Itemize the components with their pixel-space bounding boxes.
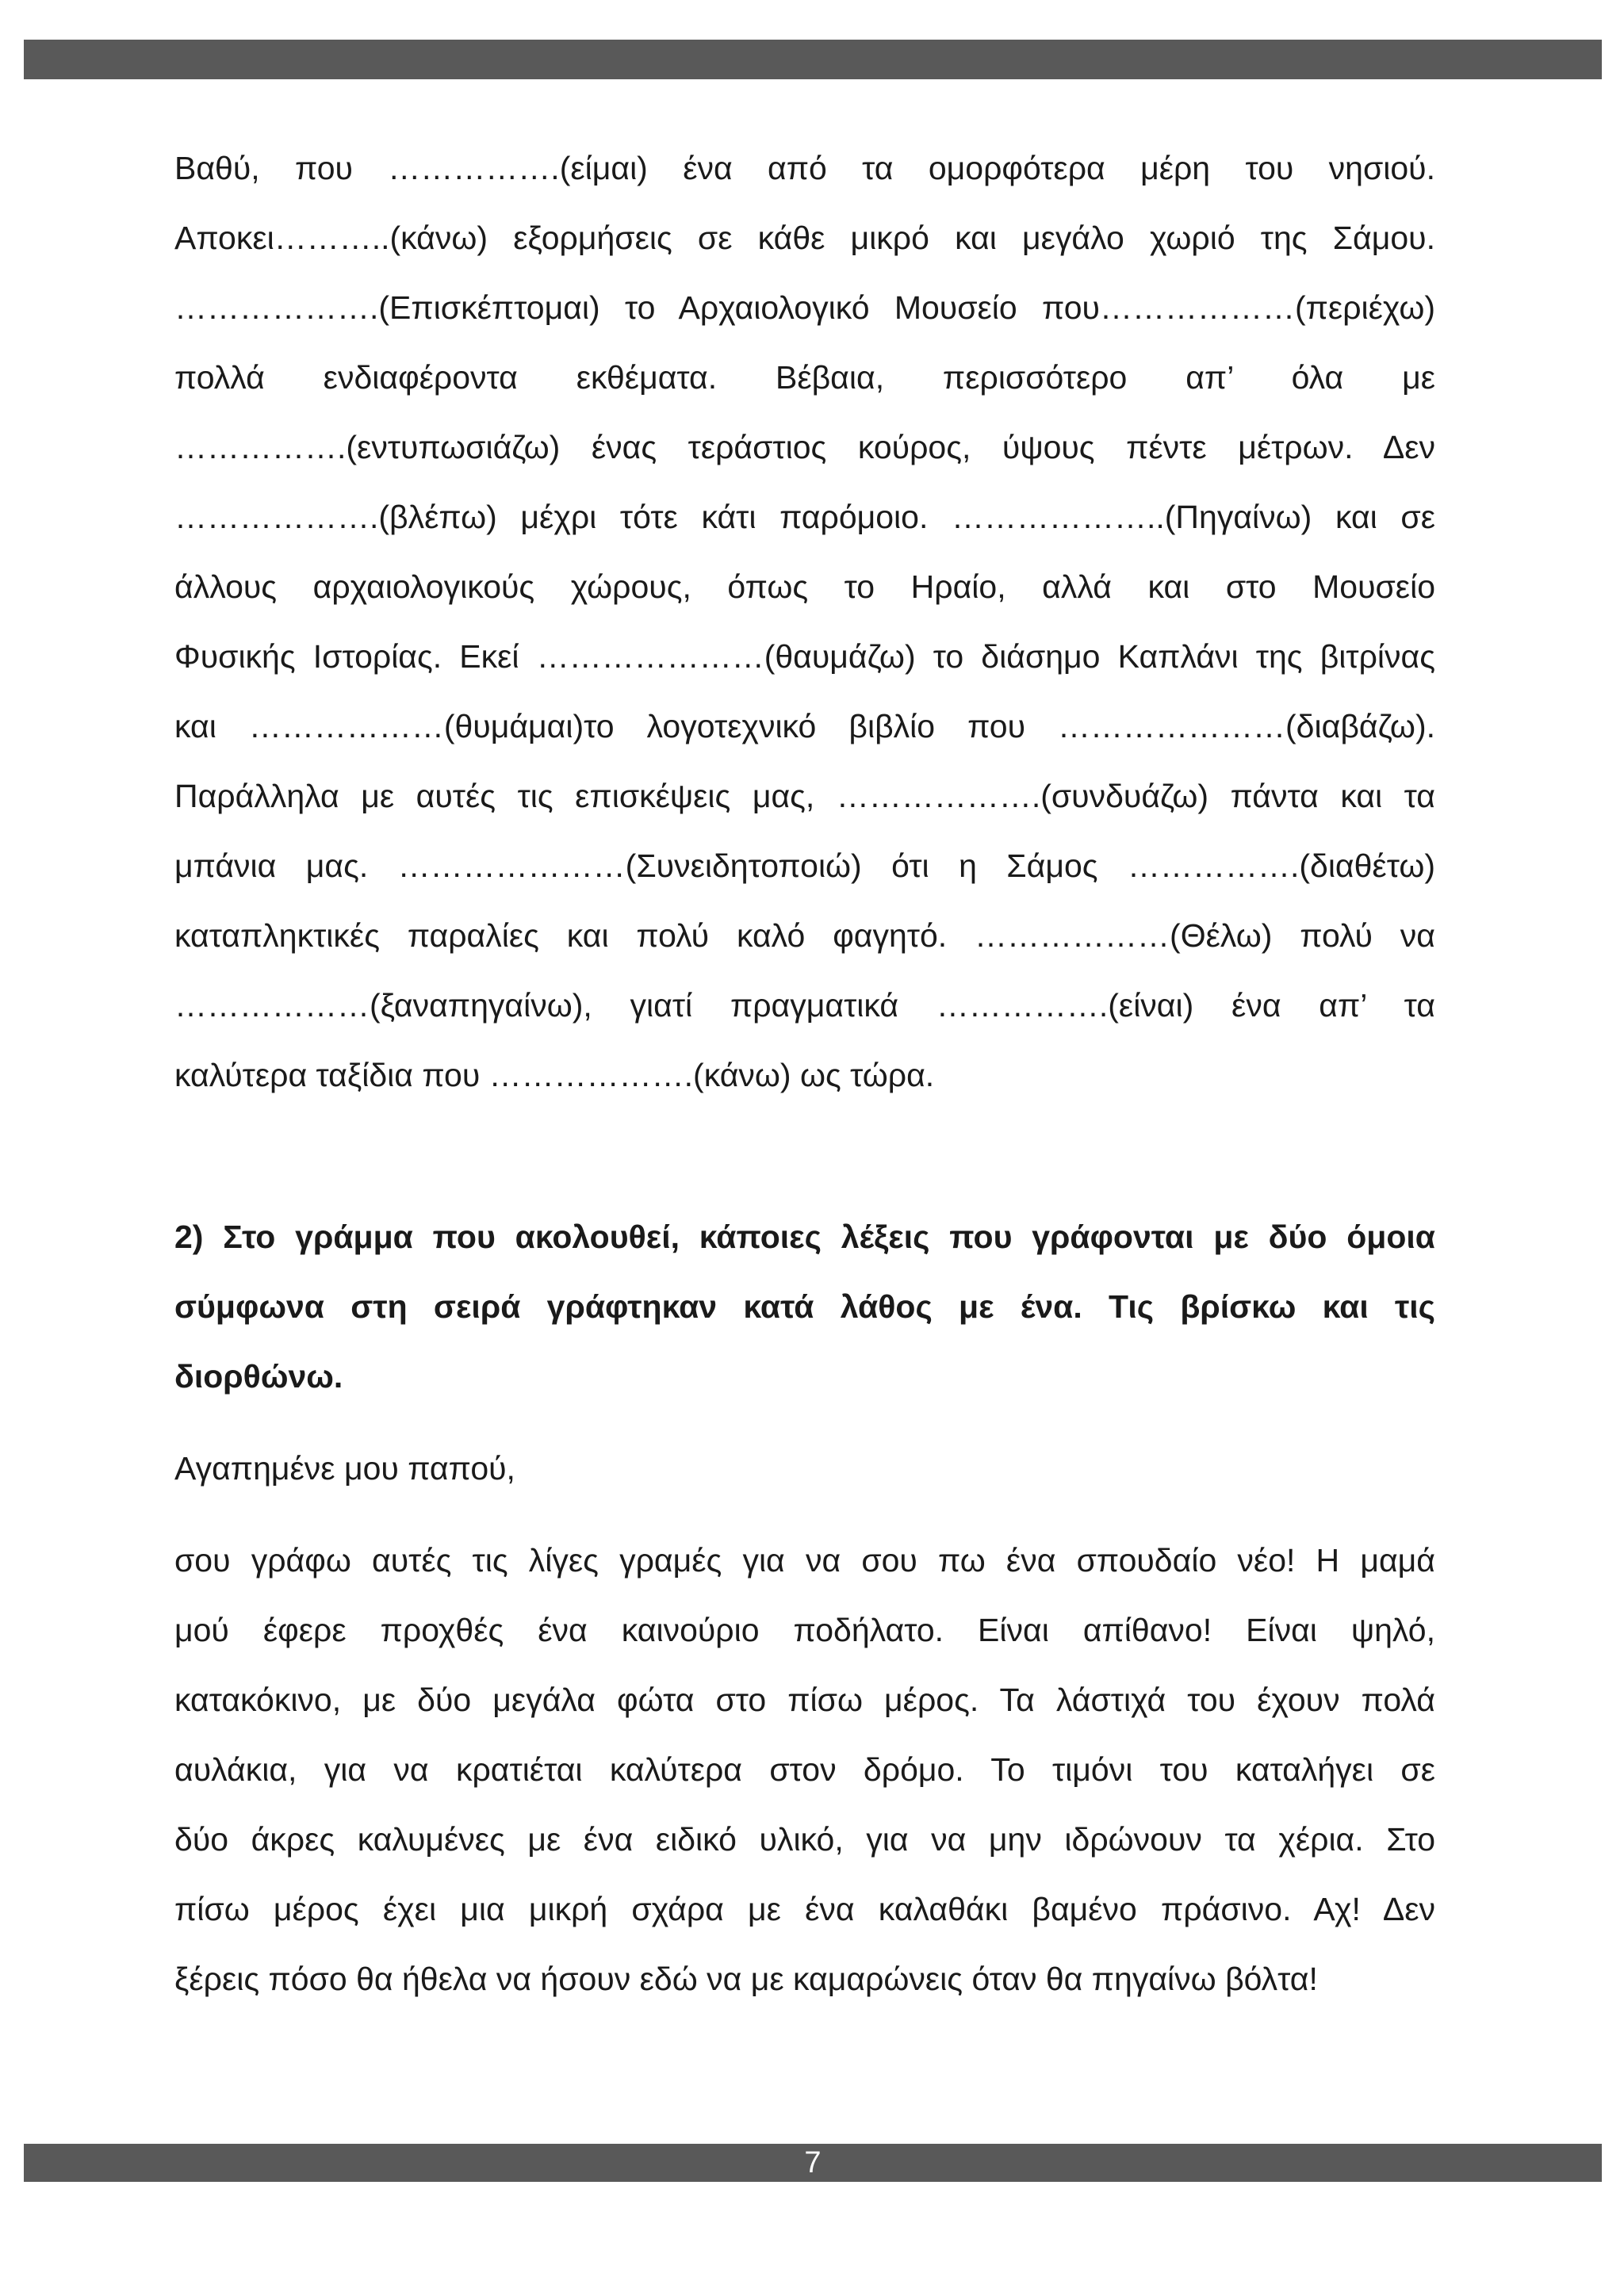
exercise1-line: μπάνια μας. …………………(Συνειδητοποιώ) ότι η Σάμος …………….(διαθέτω)	[174, 848, 1435, 884]
footer-bar	[24, 2144, 1602, 2182]
page-content	[174, 133, 1435, 2014]
exercise2-instruction	[174, 1202, 1435, 1411]
exercise1-line: …………….(εντυπωσιάζω) ένας τεράστιος κούρος, ύψους πέντε μέτρων. Δεν	[174, 429, 1435, 465]
letter-line: δύο άκρες καλυμένες με ένα ειδικό υλικό, για να μην ιδρώνουν τα χέρια. Στο	[174, 1821, 1435, 1858]
instruction-line: σύμφωνα στη σειρά γράφτηκαν κατά λάθος με ένα. Τις βρίσκω και τις	[174, 1288, 1435, 1325]
exercise1-line: ……………….(βλέπω) μέχρι τότε κάτι παρόμοιο. ………………..(Πηγαίνω) και σε	[174, 499, 1435, 535]
letter-line: πίσω μέρος έχει μια μικρή σχάρα με ένα καλαθάκι βαμένο πράσινο. Αχ! Δεν	[174, 1891, 1435, 1927]
exercise1-line: ……………….(Επισκέπτομαι) το Αρχαιολογικό Μουσείο που………………(περιέχω)	[174, 289, 1435, 326]
section-spacer	[174, 1503, 1435, 1525]
letter-line: ξέρεις πόσο θα ήθελα να ήσουν εδώ να με καμαρώνεις όταν θα πηγαίνω βόλτα!	[174, 1961, 1318, 1997]
exercise1-line: Αποκει………..(κάνω) εξορμήσεις σε κάθε μικρό και μεγάλο χωριό της Σάμου.	[174, 220, 1435, 256]
exercise1-line: Φυσικής Ιστορίας. Εκεί …………………(θαυμάζω) το διάσημο Καπλάνι της βιτρίνας	[174, 638, 1435, 675]
instruction-line: 2) Στο γράμμα που ακολουθεί, κάποιες λέξεις που γράφονται με δύο όμοια	[174, 1219, 1435, 1255]
exercise1-line: και ………………(θυμάμαι)το λογοτεχνικό βιβλίο που …………………(διαβάζω).	[174, 708, 1435, 744]
section-spacer	[174, 1411, 1435, 1433]
header-bar	[24, 40, 1602, 79]
instruction-line: διορθώνω.	[174, 1358, 343, 1395]
exercise1-line: ………………(ξαναπηγαίνω), γιατί πραγματικά …………….(είναι) ένα απ’ τα	[174, 987, 1435, 1024]
exercise1-line: πολλά ενδιαφέροντα εκθέματα. Βέβαια, περισσότερο απ’ όλα με	[174, 359, 1435, 396]
letter-greeting-block	[174, 1433, 1435, 1503]
exercise1-line: άλλους αρχαιολογικούς χώρους, όπως το Ηραίο, αλλά και στο Μουσείο	[174, 568, 1435, 605]
letter-line: σου γράφω αυτές τις λίγες γραμές για να σου πω ένα σπουδαίο νέο! Η μαμά	[174, 1542, 1435, 1578]
section-spacer	[174, 1110, 1435, 1202]
exercise1-paragraph	[174, 133, 1435, 1110]
letter-line: μού έφερε προχθές ένα καινούριο ποδήλατο. Είναι απίθανο! Είναι ψηλό,	[174, 1612, 1435, 1648]
page-number: 7	[804, 2146, 822, 2179]
letter-body	[174, 1525, 1435, 2014]
exercise1-line: Βαθύ, που …………….(είμαι) ένα από τα ομορφότερα μέρη του νησιού.	[174, 150, 1435, 186]
letter-greeting: Αγαπημένε μου παπού,	[174, 1450, 515, 1487]
exercise1-line: Παράλληλα με αυτές τις επισκέψεις μας, ……………….(συνδυάζω) πάντα και τα	[174, 778, 1435, 814]
exercise1-line: καλύτερα ταξίδια που ……………….(κάνω) ως τώρα.	[174, 1057, 935, 1093]
letter-line: κατακόκινο, με δύο μεγάλα φώτα στο πίσω μέρος. Τα λάστιχά του έχουν πολά	[174, 1682, 1435, 1718]
exercise1-line: καταπληκτικές παραλίες και πολύ καλό φαγητό. ………………(Θέλω) πολύ να	[174, 917, 1435, 954]
letter-line: αυλάκια, για να κρατιέται καλύτερα στον δρόμο. Το τιμόνι του καταλήγει σε	[174, 1751, 1435, 1788]
